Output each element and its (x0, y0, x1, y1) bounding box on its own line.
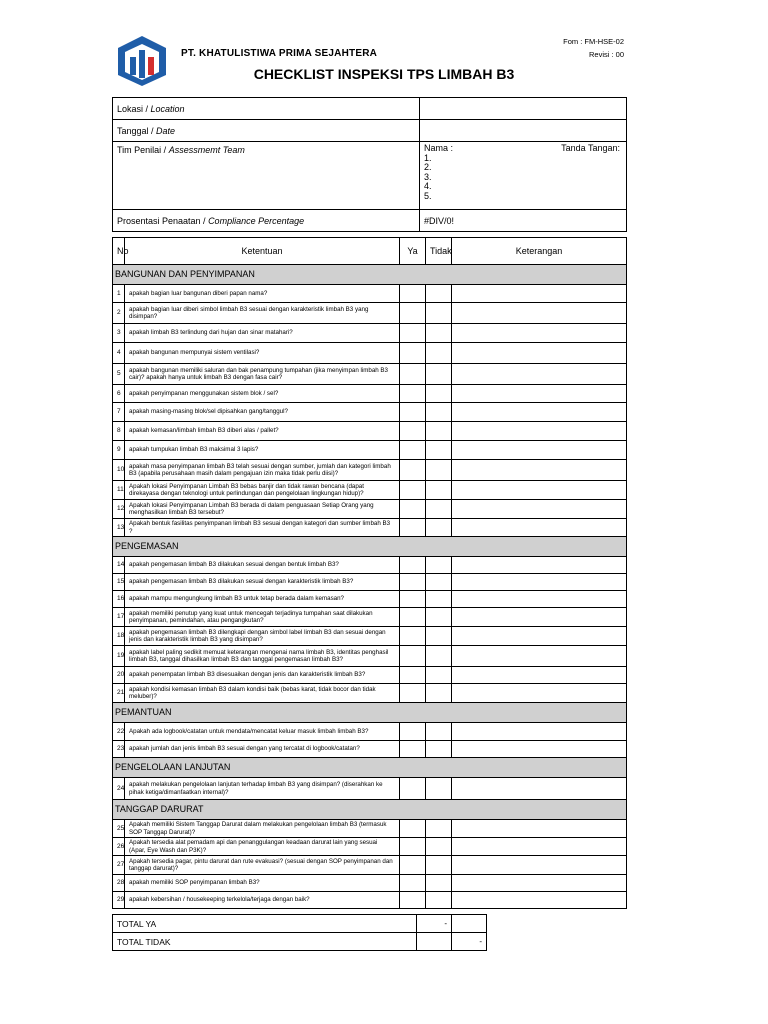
item-text: apakah bagian luar bangunan diberi papan nama? (125, 285, 400, 303)
date-row (113, 120, 627, 142)
keterangan-cell[interactable] (452, 838, 627, 856)
team-label: Tim Penilai / Assessmemt Team (113, 142, 420, 210)
checklist-row (113, 892, 627, 909)
checklist-row (113, 303, 627, 324)
header-no: No (113, 238, 125, 265)
keterangan-cell[interactable] (452, 574, 627, 591)
keterangan-cell[interactable] (452, 460, 627, 481)
total-ya-row (113, 915, 487, 933)
ya-cell[interactable] (400, 385, 426, 403)
tidak-cell[interactable] (426, 667, 452, 684)
item-text: Apakah bentuk fasilitas penyimpanan limbah B3 sesuai dengan kategori dan sumber limbah B3 ? (125, 519, 400, 537)
item-number: 2 (113, 303, 125, 324)
total-ya-label: TOTAL YA (113, 915, 417, 933)
header-tidak: Tidak (426, 238, 452, 265)
ya-cell[interactable] (400, 838, 426, 856)
item-number: 19 (113, 646, 125, 667)
ya-cell[interactable] (400, 646, 426, 667)
item-text: apakah kemasan/limbah limbah B3 diberi alas / pallet? (125, 422, 400, 441)
keterangan-cell[interactable] (452, 324, 627, 343)
keterangan-cell[interactable] (452, 875, 627, 892)
item-text: apakah jumlah dan jenis limbah B3 sesuai dengan yang tercatat di logbook/catatan? (125, 741, 400, 758)
checklist-row (113, 500, 627, 519)
checklist-row (113, 557, 627, 574)
ya-cell[interactable] (400, 500, 426, 519)
item-text: Apakah tersedia alat pemadam api dan penanggulangan keadaan darurat lain yang sesuai (Apar, Eye Wash dan P3K)? (125, 838, 400, 856)
item-number: 29 (113, 892, 125, 909)
team-member-2: 2. (424, 162, 432, 173)
item-text: apakah tumpukan limbah B3 maksimal 3 lapis? (125, 441, 400, 460)
ya-cell[interactable] (400, 856, 426, 875)
item-number: 23 (113, 741, 125, 758)
item-number: 1 (113, 285, 125, 303)
keterangan-cell[interactable] (452, 343, 627, 364)
item-number: 25 (113, 820, 125, 838)
tidak-cell[interactable] (426, 557, 452, 574)
item-number: 22 (113, 723, 125, 741)
tidak-cell[interactable] (426, 778, 452, 800)
item-text: apakah bangunan mempunyai sistem ventilasi? (125, 343, 400, 364)
keterangan-cell[interactable] (452, 303, 627, 324)
ya-cell[interactable] (400, 481, 426, 500)
checklist-row (113, 723, 627, 741)
checklist-row (113, 385, 627, 403)
checklist-row (113, 364, 627, 385)
checklist-row (113, 667, 627, 684)
ya-cell[interactable] (400, 684, 426, 703)
tidak-cell[interactable] (426, 303, 452, 324)
ya-cell[interactable] (400, 820, 426, 838)
team-member-4: 4. (424, 181, 432, 192)
item-number: 27 (113, 856, 125, 875)
checklist-body (113, 265, 627, 909)
item-number: 15 (113, 574, 125, 591)
ya-cell[interactable] (400, 285, 426, 303)
item-text: apakah limbah B3 terlindung dari hujan dan sinar matahari? (125, 324, 400, 343)
item-text: apakah pengemasan limbah B3 dilengkapi dengan simbol label limbah B3 dan sesuai dengan jenis dan karakteristik limbah B3 yang disimpan? (125, 627, 400, 646)
checklist-row (113, 627, 627, 646)
keterangan-cell[interactable] (452, 778, 627, 800)
section-title: PEMANTUAN (113, 703, 627, 723)
keterangan-cell[interactable] (452, 646, 627, 667)
ya-cell[interactable] (400, 723, 426, 741)
ya-cell[interactable] (400, 324, 426, 343)
checklist-row (113, 591, 627, 608)
item-text: apakah pengemasan limbah B3 dilakukan sesuai dengan bentuk limbah B3? (125, 557, 400, 574)
section-title: PENGEMASAN (113, 537, 627, 557)
keterangan-cell[interactable] (452, 684, 627, 703)
tidak-cell[interactable] (426, 519, 452, 537)
keterangan-cell[interactable] (452, 557, 627, 574)
checklist-row (113, 741, 627, 758)
keterangan-cell[interactable] (452, 422, 627, 441)
section-header (113, 537, 627, 557)
date-value[interactable] (420, 120, 627, 142)
header-keterangan: Keterangan (452, 238, 627, 265)
location-value[interactable] (420, 98, 627, 120)
section-title: TANGGAP DARURAT (113, 800, 627, 820)
tidak-cell[interactable] (426, 684, 452, 703)
team-value[interactable] (420, 142, 627, 210)
item-text: Apakah memiliki Sistem Tanggap Darurat dalam melakukan pengelolaan limbah B3 (termasuk SOP Tanggap Darurat)? (125, 820, 400, 838)
tidak-cell[interactable] (426, 591, 452, 608)
ya-cell[interactable] (400, 303, 426, 324)
checklist-row (113, 684, 627, 703)
keterangan-cell[interactable] (452, 627, 627, 646)
item-number: 28 (113, 875, 125, 892)
compliance-row (113, 210, 627, 232)
totals-table (112, 914, 487, 951)
total-tidak-ya-cell (417, 933, 452, 951)
ya-cell[interactable] (400, 608, 426, 627)
team-row (113, 142, 627, 210)
item-text: apakah masa penyimpanan limbah B3 telah sesuai dengan sumber, jumlah dan kategori limbah B3 (apabila perusahaan masih dalam pengajuan izin maka tidak perlu diisi)? (125, 460, 400, 481)
team-name-label: Nama : (424, 143, 454, 153)
section-title: BANGUNAN DAN PENYIMPANAN (113, 265, 627, 285)
item-text: apakah pengemasan limbah B3 dilakukan sesuai dengan karakteristik limbah B3? (125, 574, 400, 591)
keterangan-cell[interactable] (452, 500, 627, 519)
form-code-block (560, 35, 624, 61)
section-title: PENGELOLAAN LANJUTAN (113, 758, 627, 778)
keterangan-cell[interactable] (452, 667, 627, 684)
item-text: apakah label paling sedikit memuat keterangan mengenai nama limbah B3, identitas penghasil limbah B3, tanggal dihasilkan limbah B3 dan tanggal pengemasan limbah B3? (125, 646, 400, 667)
item-number: 17 (113, 608, 125, 627)
item-text: Apakah ada logbook/catatan untuk mendata/mencatat keluar masuk limbah limbah B3? (125, 723, 400, 741)
item-number: 6 (113, 385, 125, 403)
tidak-cell[interactable] (426, 875, 452, 892)
tidak-cell[interactable] (426, 500, 452, 519)
total-ya-tidak-cell (452, 915, 487, 933)
item-number: 24 (113, 778, 125, 800)
item-number: 8 (113, 422, 125, 441)
ya-cell[interactable] (400, 591, 426, 608)
company-name: PT. KHATULISTIWA PRIMA SEJAHTERA (181, 48, 378, 59)
team-member-1: 1. (424, 152, 432, 163)
keterangan-cell[interactable] (452, 892, 627, 909)
keterangan-cell[interactable] (452, 608, 627, 627)
ya-cell[interactable] (400, 364, 426, 385)
location-label: Lokasi / Location (113, 98, 420, 120)
checklist-row (113, 574, 627, 591)
checklist-row (113, 856, 627, 875)
checklist-row (113, 875, 627, 892)
ya-cell[interactable] (400, 574, 426, 591)
item-number: 14 (113, 557, 125, 574)
keterangan-cell[interactable] (452, 856, 627, 875)
item-number: 9 (113, 441, 125, 460)
tidak-cell[interactable] (426, 385, 452, 403)
tidak-cell[interactable] (426, 285, 452, 303)
document-title: CHECKLIST INSPEKSI TPS LIMBAH B3 (253, 66, 515, 82)
item-text: Apakah tersedia pagar, pintu darurat dan rute evakuasi? (sesuai dengan SOP penyimpanan dan tanggap darurat)? (125, 856, 400, 875)
keterangan-cell[interactable] (452, 285, 627, 303)
tidak-cell[interactable] (426, 627, 452, 646)
item-text: apakah bangunan memiliki saluran dan bak penampung tumpahan (jika menyimpan limbah B3 cair)? apakah hanya untuk limbah B3 dengan fasa cair? (125, 364, 400, 385)
ya-cell[interactable] (400, 778, 426, 800)
tidak-cell[interactable] (426, 364, 452, 385)
section-header (113, 703, 627, 723)
form-number: Fom : FM-HSE-02 (563, 37, 624, 46)
keterangan-cell[interactable] (452, 519, 627, 537)
keterangan-cell[interactable] (452, 820, 627, 838)
tidak-cell[interactable] (426, 741, 452, 758)
tidak-cell[interactable] (426, 481, 452, 500)
item-number: 11 (113, 481, 125, 500)
checklist-row (113, 324, 627, 343)
section-header (113, 758, 627, 778)
team-member-3: 3. (424, 171, 432, 182)
checklist-row (113, 441, 627, 460)
keterangan-cell[interactable] (452, 385, 627, 403)
checklist-row (113, 481, 627, 500)
item-text: apakah melakukan pengelolaan lanjutan terhadap limbah B3 yang disimpan? (diserahkan ke pihak ketiga/dimanfaatkan internal)? (125, 778, 400, 800)
checklist-row (113, 820, 627, 838)
checklist-row (113, 838, 627, 856)
item-number: 7 (113, 403, 125, 422)
item-text: apakah masing-masing blok/sel dipisahkan gang/tanggul? (125, 403, 400, 422)
item-text: apakah memiliki SOP penyimpanan limbah B3? (125, 875, 400, 892)
total-tidak-value: - (452, 933, 487, 951)
tidak-cell[interactable] (426, 838, 452, 856)
keterangan-cell[interactable] (452, 441, 627, 460)
tidak-cell[interactable] (426, 892, 452, 909)
keterangan-cell[interactable] (452, 741, 627, 758)
tidak-cell[interactable] (426, 441, 452, 460)
tidak-cell[interactable] (426, 343, 452, 364)
item-number: 3 (113, 324, 125, 343)
tidak-cell[interactable] (426, 723, 452, 741)
tidak-cell[interactable] (426, 460, 452, 481)
item-number: 5 (113, 364, 125, 385)
item-text: apakah bagian luar diberi simbol limbah B3 sesuai dengan karakteristik limbah B3 yang disimpan? (125, 303, 400, 324)
checklist-header-row (113, 238, 627, 265)
total-ya-value: - (417, 915, 452, 933)
checklist-row (113, 460, 627, 481)
item-number: 26 (113, 838, 125, 856)
ya-cell[interactable] (400, 519, 426, 537)
total-tidak-label: TOTAL TIDAK (113, 933, 417, 951)
item-number: 20 (113, 667, 125, 684)
item-number: 4 (113, 343, 125, 364)
item-text: apakah mampu mengungkung limbah B3 untuk tetap berada dalam kemasan? (125, 591, 400, 608)
checklist-row (113, 285, 627, 303)
signature-label: Tanda Tangan: (561, 143, 620, 153)
item-text: Apakah lokasi Penyimpanan Limbah B3 berada di dalam penguasaan Setiap Orang yang menghasilkan limbah B3 tersebut? (125, 500, 400, 519)
revision-number: Revisi : 00 (588, 50, 624, 59)
item-number: 18 (113, 627, 125, 646)
item-number: 21 (113, 684, 125, 703)
tidak-cell[interactable] (426, 324, 452, 343)
section-header (113, 800, 627, 820)
info-table (112, 97, 627, 232)
ya-cell[interactable] (400, 441, 426, 460)
compliance-label: Prosentasi Penaatan / Compliance Percentage (113, 210, 420, 232)
header-ya: Ya (400, 238, 426, 265)
tidak-cell[interactable] (426, 403, 452, 422)
keterangan-cell[interactable] (452, 403, 627, 422)
ya-cell[interactable] (400, 343, 426, 364)
item-number: 10 (113, 460, 125, 481)
ya-cell[interactable] (400, 875, 426, 892)
ya-cell[interactable] (400, 627, 426, 646)
item-number: 12 (113, 500, 125, 519)
header-ketentuan: Ketentuan (125, 238, 400, 265)
checklist-row (113, 778, 627, 800)
checklist-row (113, 646, 627, 667)
keterangan-cell[interactable] (452, 481, 627, 500)
ya-cell[interactable] (400, 557, 426, 574)
ya-cell[interactable] (400, 403, 426, 422)
tidak-cell[interactable] (426, 574, 452, 591)
location-row (113, 98, 627, 120)
keterangan-cell[interactable] (452, 723, 627, 741)
ya-cell[interactable] (400, 741, 426, 758)
item-text: apakah memiliki penutup yang kuat untuk mencegah terjadinya tumpahan saat dilakukan penyimpanan, pemindahan, atau pengangkutan? (125, 608, 400, 627)
compliance-value: #DIV/0! (420, 210, 627, 232)
item-text: apakah kondisi kemasan limbah B3 dalam kondisi baik (bebas karat, tidak bocor dan tidak meluber)? (125, 684, 400, 703)
tidak-cell[interactable] (426, 646, 452, 667)
ya-cell[interactable] (400, 892, 426, 909)
item-number: 13 (113, 519, 125, 537)
checklist-row (113, 403, 627, 422)
total-tidak-row (113, 933, 487, 951)
item-text: apakah penempatan limbah B3 disesuaikan dengan jenis dan karakteristik limbah B3? (125, 667, 400, 684)
item-text: apakah penyimpanan menggunakan sistem blok / sel? (125, 385, 400, 403)
ya-cell[interactable] (400, 422, 426, 441)
checklist-table (112, 237, 627, 909)
tidak-cell[interactable] (426, 608, 452, 627)
item-text: Apakah lokasi Penyimpanan Limbah B3 bebas banjir dan tidak rawan bencana (dapat direkayasa dengan teknologi untuk perlindungan dan pengelolaan lingkungan hidup)? (125, 481, 400, 500)
checklist-row (113, 422, 627, 441)
section-header (113, 265, 627, 285)
item-text: apakah kebersihan / housekeeping terkelola/terjaga dengan baik? (125, 892, 400, 909)
tidak-cell[interactable] (426, 422, 452, 441)
item-number: 16 (113, 591, 125, 608)
team-member-5: 5. (424, 190, 432, 201)
date-label: Tanggal / Date (113, 120, 420, 142)
tidak-cell[interactable] (426, 856, 452, 875)
tidak-cell[interactable] (426, 820, 452, 838)
checklist-row (113, 519, 627, 537)
keterangan-cell[interactable] (452, 364, 627, 385)
checklist-row (113, 608, 627, 627)
ya-cell[interactable] (400, 667, 426, 684)
checklist-row (113, 343, 627, 364)
ya-cell[interactable] (400, 460, 426, 481)
keterangan-cell[interactable] (452, 591, 627, 608)
